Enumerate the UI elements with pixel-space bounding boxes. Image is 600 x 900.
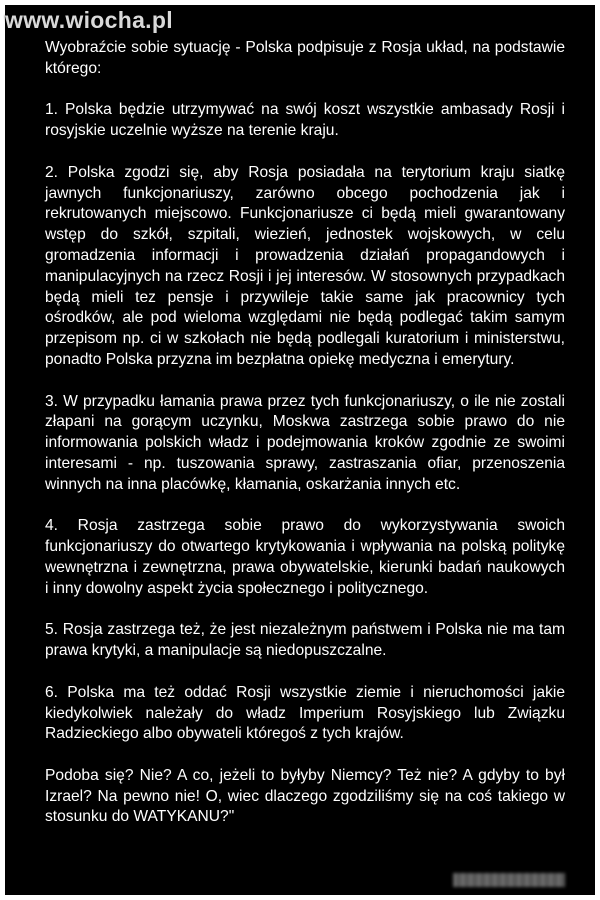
poster-text <box>45 38 565 828</box>
black-poster <box>5 5 595 895</box>
point-3-paragraph: 3. W przypadku łamania prawa przez tych funkcjonariuszy, o ile nie zostali złapani na gorącym uczynku, Moskwa zastrzega sobie prawo do nie informowania polskich władz i podejmowania kroków zgodnie ze swoimi interesami - np. tuszowania sprawy, zastraszania ofiar, przenoszenia winnych na inna placówkę, kłamania, oskarżania innych etc. <box>45 392 565 493</box>
blurred-signature <box>453 873 565 887</box>
point-4-paragraph: 4. Rosja zastrzega sobie prawo do wykorzystywania swoich funkcjonariuszy do otwartego krytykowania i wpływania na polską politykę wewnętrzna i zewnętrzna, prawa obywatelskie, kierunki badań naukowych i inny dowolny aspekt życia społecznego i politycznego. <box>45 517 565 597</box>
point-5-paragraph: 5. Rosja zastrzega też, że jest niezależnym państwem i Polska nie ma tam prawa krytyki, a manipulacje są niedopuszczalne. <box>45 621 565 660</box>
intro-paragraph: Wyobraźcie sobie sytuację - Polska podpisuje z Rosja układ, na podstawie którego: <box>45 39 565 77</box>
point-1-paragraph: 1. Polska będzie utrzymywać na swój koszt wszystkie ambasady Rosji i rosyjskie uczelnie wyższe na terenie kraju. <box>45 101 565 140</box>
point-2-paragraph: 2. Polska zgodzi się, aby Rosja posiadała na terytorium kraju siatkę jawnych funkcjonariuszy, zarówno obcego pochodzenia jak i rekrutowanych miejscowo. Funkcjonariusze ci będą mieli gwarantowany wstęp do szkół, szpitali, wiezień, jednostek wojskowych, w celu gromadzenia informacji i prowadzenia działań propagandowych i manipulacyjnych na rzecz Rosji i jej interesów. W stosownych przypadkach będą mieli tez pensje i przywileje takie same jak pracownicy tych ośrodków, ale pod wieloma względami nie będą podlegać takim samym przepisom np. ci w szkołach nie będą podlegali kuratorium i ministerstwu, ponadto Polska przyzna im bezpłatna opiekę medyczna i emerytury. <box>45 163 565 368</box>
site-watermark: www.wiocha.pl <box>5 7 173 33</box>
point-6-paragraph: 6. Polska ma też oddać Rosji wszystkie ziemie i nieruchomości jakie kiedykolwiek należały do władz Imperium Rosyjskiego lub Związku Radzieckiego albo obywateli któregoś z tych krajów. <box>45 683 565 743</box>
closing-paragraph: Podoba się? Nie? A co, jeżeli to byłyby Niemcy? Też nie? A gdyby to był Izrael? Na pewno nie! O, wiec dlaczego zgodziliśmy się na coś takiego w stosunku do WATYKANU?" <box>45 766 565 826</box>
